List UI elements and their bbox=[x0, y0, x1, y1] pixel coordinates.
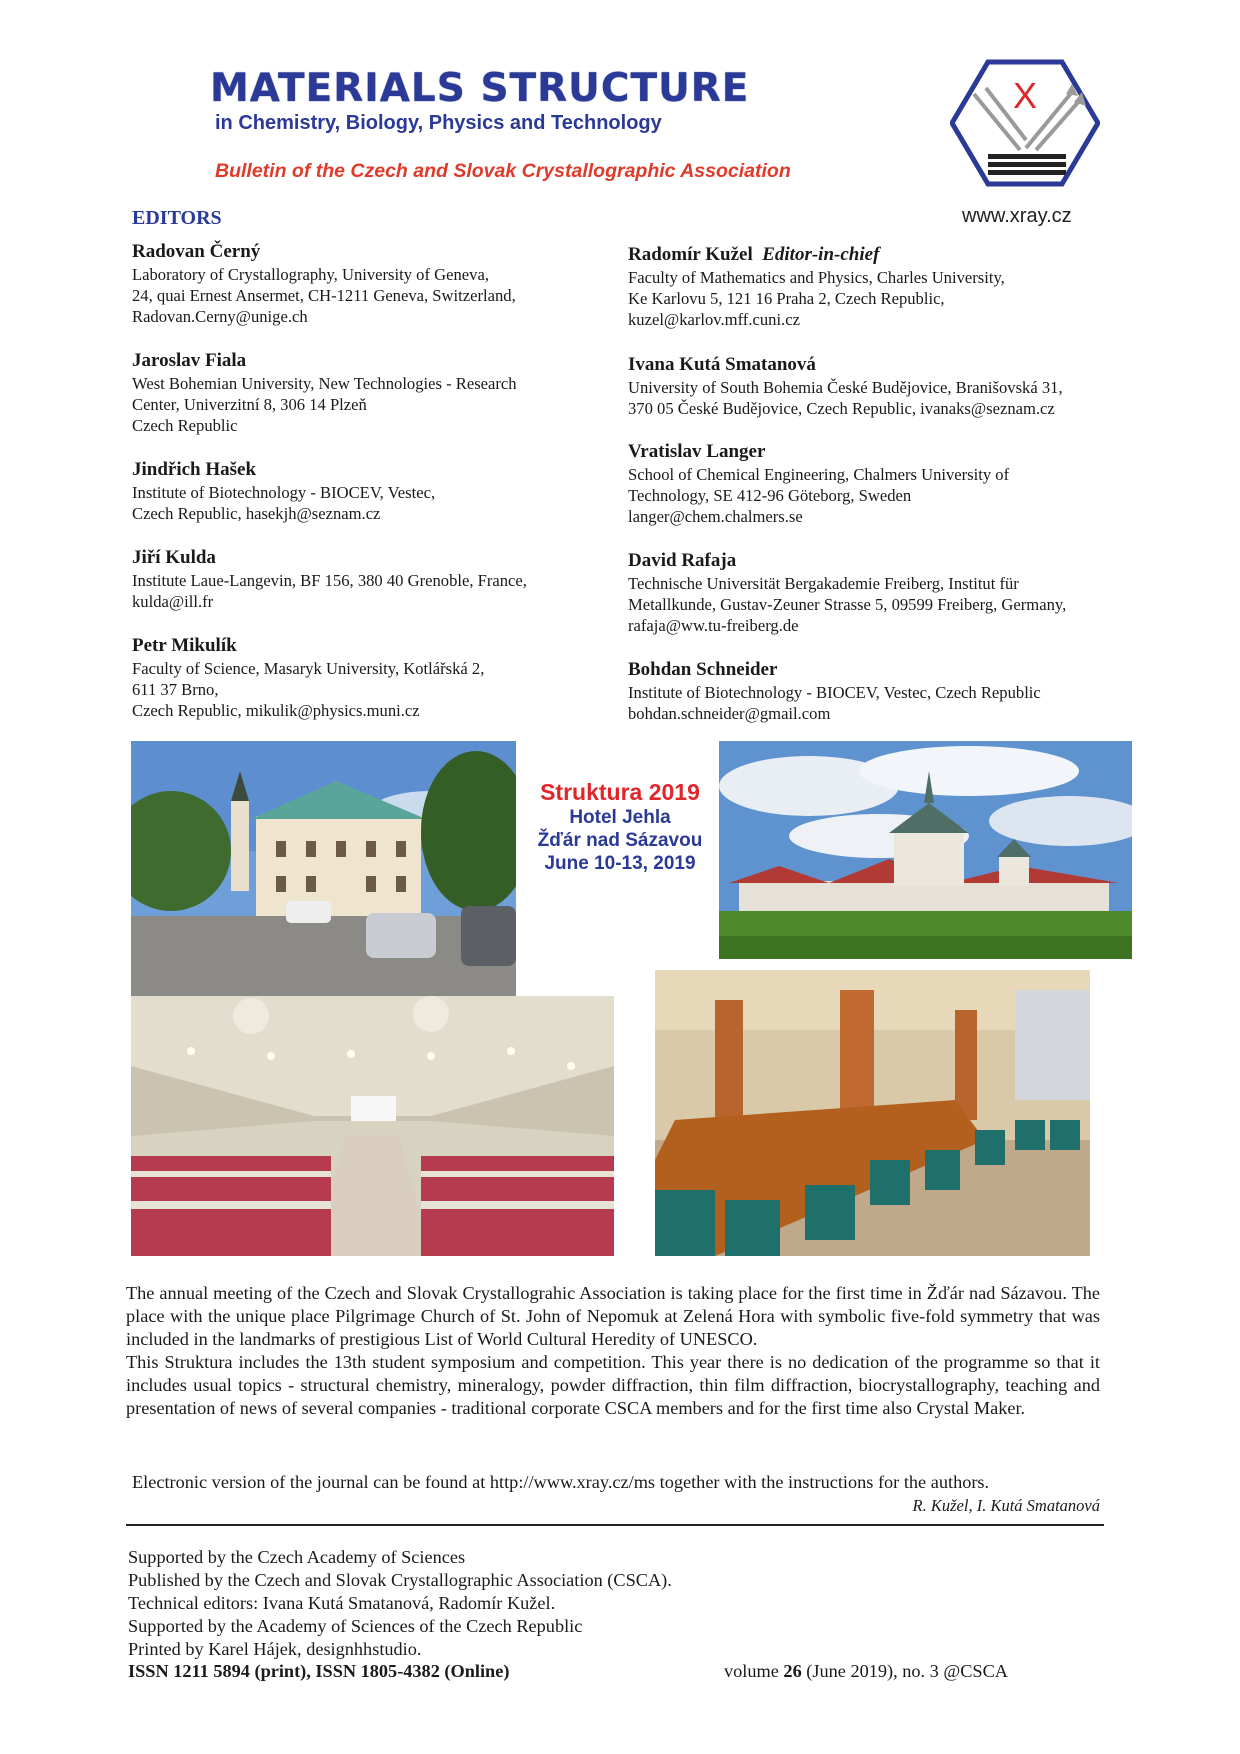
bulletin-line: Bulletin of the Czech and Slovak Crystallographic Association bbox=[215, 160, 791, 182]
event-title: Struktura 2019 bbox=[540, 779, 700, 805]
editor-email[interactable]: langer@chem.chalmers.se bbox=[628, 507, 803, 526]
footer-line: Technical editors: Ivana Kutá Smatanová, Radomír Kužel. bbox=[128, 1593, 556, 1613]
footer bbox=[128, 1546, 672, 1661]
paragraph-programme: This Struktura includes the 13th student symposium and competition. This year there is no dedication of the programme so that it includes usual topics - structural chemistry, mineralogy, powder diffraction, thin film diffraction, biocrystallography, teaching and presentation of news of several companies - traditional corporate CSCA members and for the first time also Crystal Maker. bbox=[126, 1352, 1100, 1418]
editor-name-line bbox=[628, 244, 1005, 266]
editors-heading: EDITORS bbox=[132, 207, 222, 229]
footer-line: Supported by the Czech Academy of Sciences bbox=[128, 1547, 466, 1567]
editor-name: Jaroslav Fiala bbox=[132, 350, 247, 371]
event-box bbox=[520, 778, 720, 875]
editor-entry bbox=[628, 659, 1041, 724]
footer-divider bbox=[126, 1524, 1104, 1526]
editor-address: Faculty of Mathematics and Physics, Charles University, bbox=[628, 268, 1005, 287]
csca-logo bbox=[950, 58, 1100, 188]
footer-line: Supported by the Academy of Sciences of the Czech Republic bbox=[128, 1616, 583, 1636]
editor-address: School of Chemical Engineering, Chalmers University of bbox=[628, 465, 1010, 484]
editor-email[interactable]: kuzel@karlov.mff.cuni.cz bbox=[628, 310, 800, 329]
editor-entry bbox=[628, 354, 1063, 419]
editor-role: Editor-in-chief bbox=[762, 244, 880, 265]
event-dates: June 10-13, 2019 bbox=[544, 853, 696, 874]
editor-name: Jindřich Hašek bbox=[132, 459, 257, 480]
logo-x: X bbox=[1012, 75, 1038, 116]
editor-entry bbox=[628, 550, 1066, 636]
editor-address: Institute of Biotechnology - BIOCEV, Vestec, bbox=[132, 483, 436, 502]
editor-email[interactable]: Radovan.Cerny@unige.ch bbox=[132, 307, 308, 326]
editor-entry bbox=[628, 244, 1005, 330]
editor-name: Radovan Černý bbox=[132, 241, 261, 262]
editor-address: Metallkunde, Gustav-Zeuner Strasse 5, 09599 Freiberg, Germany, bbox=[628, 595, 1067, 614]
editor-address: Laboratory of Crystallography, University of Geneva, bbox=[132, 265, 489, 284]
editor-name: David Rafaja bbox=[628, 550, 737, 571]
website-url[interactable]: www.xray.cz bbox=[962, 205, 1072, 227]
journal-subtitle: in Chemistry, Biology, Physics and Technology bbox=[215, 112, 662, 134]
editor-entry bbox=[132, 459, 435, 524]
church-photo bbox=[719, 741, 1132, 959]
issn: ISSN 1211 5894 (print), ISSN 1805-4382 (Online) bbox=[128, 1661, 510, 1681]
editor-address: Czech Republic bbox=[132, 416, 238, 435]
editor-name: Vratislav Langer bbox=[628, 441, 766, 462]
editor-email[interactable]: rafaja@ww.tu-freiberg.de bbox=[628, 616, 799, 635]
conference-hall-photo bbox=[131, 996, 614, 1256]
editor-name: Bohdan Schneider bbox=[628, 659, 778, 680]
editor-address: Institute of Biotechnology - BIOCEV, Vestec, Czech Republic bbox=[628, 683, 1041, 702]
editor-email[interactable]: kulda@ill.fr bbox=[132, 592, 214, 611]
journal-title: MATERIALS STRUCTURE bbox=[210, 66, 750, 111]
editor-entry bbox=[132, 241, 516, 327]
paragraph-intro: The annual meeting of the Czech and Slovak Crystallograhic Association is taking place for the first time in Žďár nad Sázavou. The place with the unique place Pilgrimage Church of St. John of Nepomuk at Zelená Hora with symbolic five-fold symmetry that was included in the landmarks of prestigious List of World Cultural Heredity of UNESCO. bbox=[126, 1283, 1100, 1349]
editor-name: Ivana Kutá Smatanová bbox=[628, 354, 816, 375]
volume-suffix: (June 2019), no. 3 @CSCA bbox=[806, 1661, 1008, 1681]
editor-entry bbox=[132, 635, 484, 721]
footer-line: Printed by Karel Hájek, designhhstudio. bbox=[128, 1639, 422, 1659]
editor-address: West Bohemian University, New Technologies - Research bbox=[132, 374, 517, 393]
volume-info bbox=[724, 1661, 1008, 1682]
editor-name: Petr Mikulík bbox=[132, 635, 237, 656]
editor-name: Radomír Kužel bbox=[628, 244, 753, 265]
signature: R. Kužel, I. Kutá Smatanová bbox=[912, 1496, 1100, 1515]
editor-address: Technology, SE 412-96 Göteborg, Sweden bbox=[628, 486, 912, 505]
editor-name: Jiří Kulda bbox=[132, 547, 216, 568]
event-city: Žďár nad Sázavou bbox=[537, 830, 703, 851]
editor-address: 370 05 České Budějovice, Czech Republic, ivanaks@seznam.cz bbox=[628, 399, 1055, 418]
electronic-version-note: Electronic version of the journal can be found at http://www.xray.cz/ms together with the instructions for the authors. bbox=[132, 1472, 990, 1492]
editor-email[interactable]: Czech Republic, mikulik@physics.muni.cz bbox=[132, 701, 420, 720]
editor-address: Ke Karlovu 5, 121 16 Praha 2, Czech Republic, bbox=[628, 289, 945, 308]
footer-line: Published by the Czech and Slovak Crystallographic Association (CSCA). bbox=[128, 1570, 672, 1590]
editor-email[interactable]: Czech Republic, hasekjh@seznam.cz bbox=[132, 504, 381, 523]
volume-prefix: volume bbox=[724, 1661, 779, 1681]
volume-number: 26 bbox=[783, 1661, 802, 1681]
editor-address: Faculty of Science, Masaryk University, Kotlářská 2, bbox=[132, 659, 485, 678]
editor-entry bbox=[132, 350, 517, 436]
editor-email[interactable]: bohdan.schneider@gmail.com bbox=[628, 704, 831, 723]
town-square-photo bbox=[131, 741, 516, 997]
editor-address: 611 37 Brno, bbox=[132, 680, 219, 699]
dining-room-photo bbox=[655, 970, 1090, 1256]
editor-entry bbox=[628, 441, 1009, 527]
editor-entry bbox=[132, 547, 527, 612]
article-body bbox=[126, 1282, 1100, 1420]
editor-address: University of South Bohemia České Budějovice, Branišovská 31, bbox=[628, 378, 1063, 397]
event-venue: Hotel Jehla bbox=[569, 807, 671, 828]
editor-address: Center, Univerzitní 8, 306 14 Plzeň bbox=[132, 395, 367, 414]
editor-address: Institute Laue-Langevin, BF 156, 380 40 Grenoble, France, bbox=[132, 571, 527, 590]
editor-address: 24, quai Ernest Ansermet, CH-1211 Geneva, Switzerland, bbox=[132, 286, 516, 305]
editor-address: Technische Universität Bergakademie Freiberg, Institut für bbox=[628, 574, 1019, 593]
